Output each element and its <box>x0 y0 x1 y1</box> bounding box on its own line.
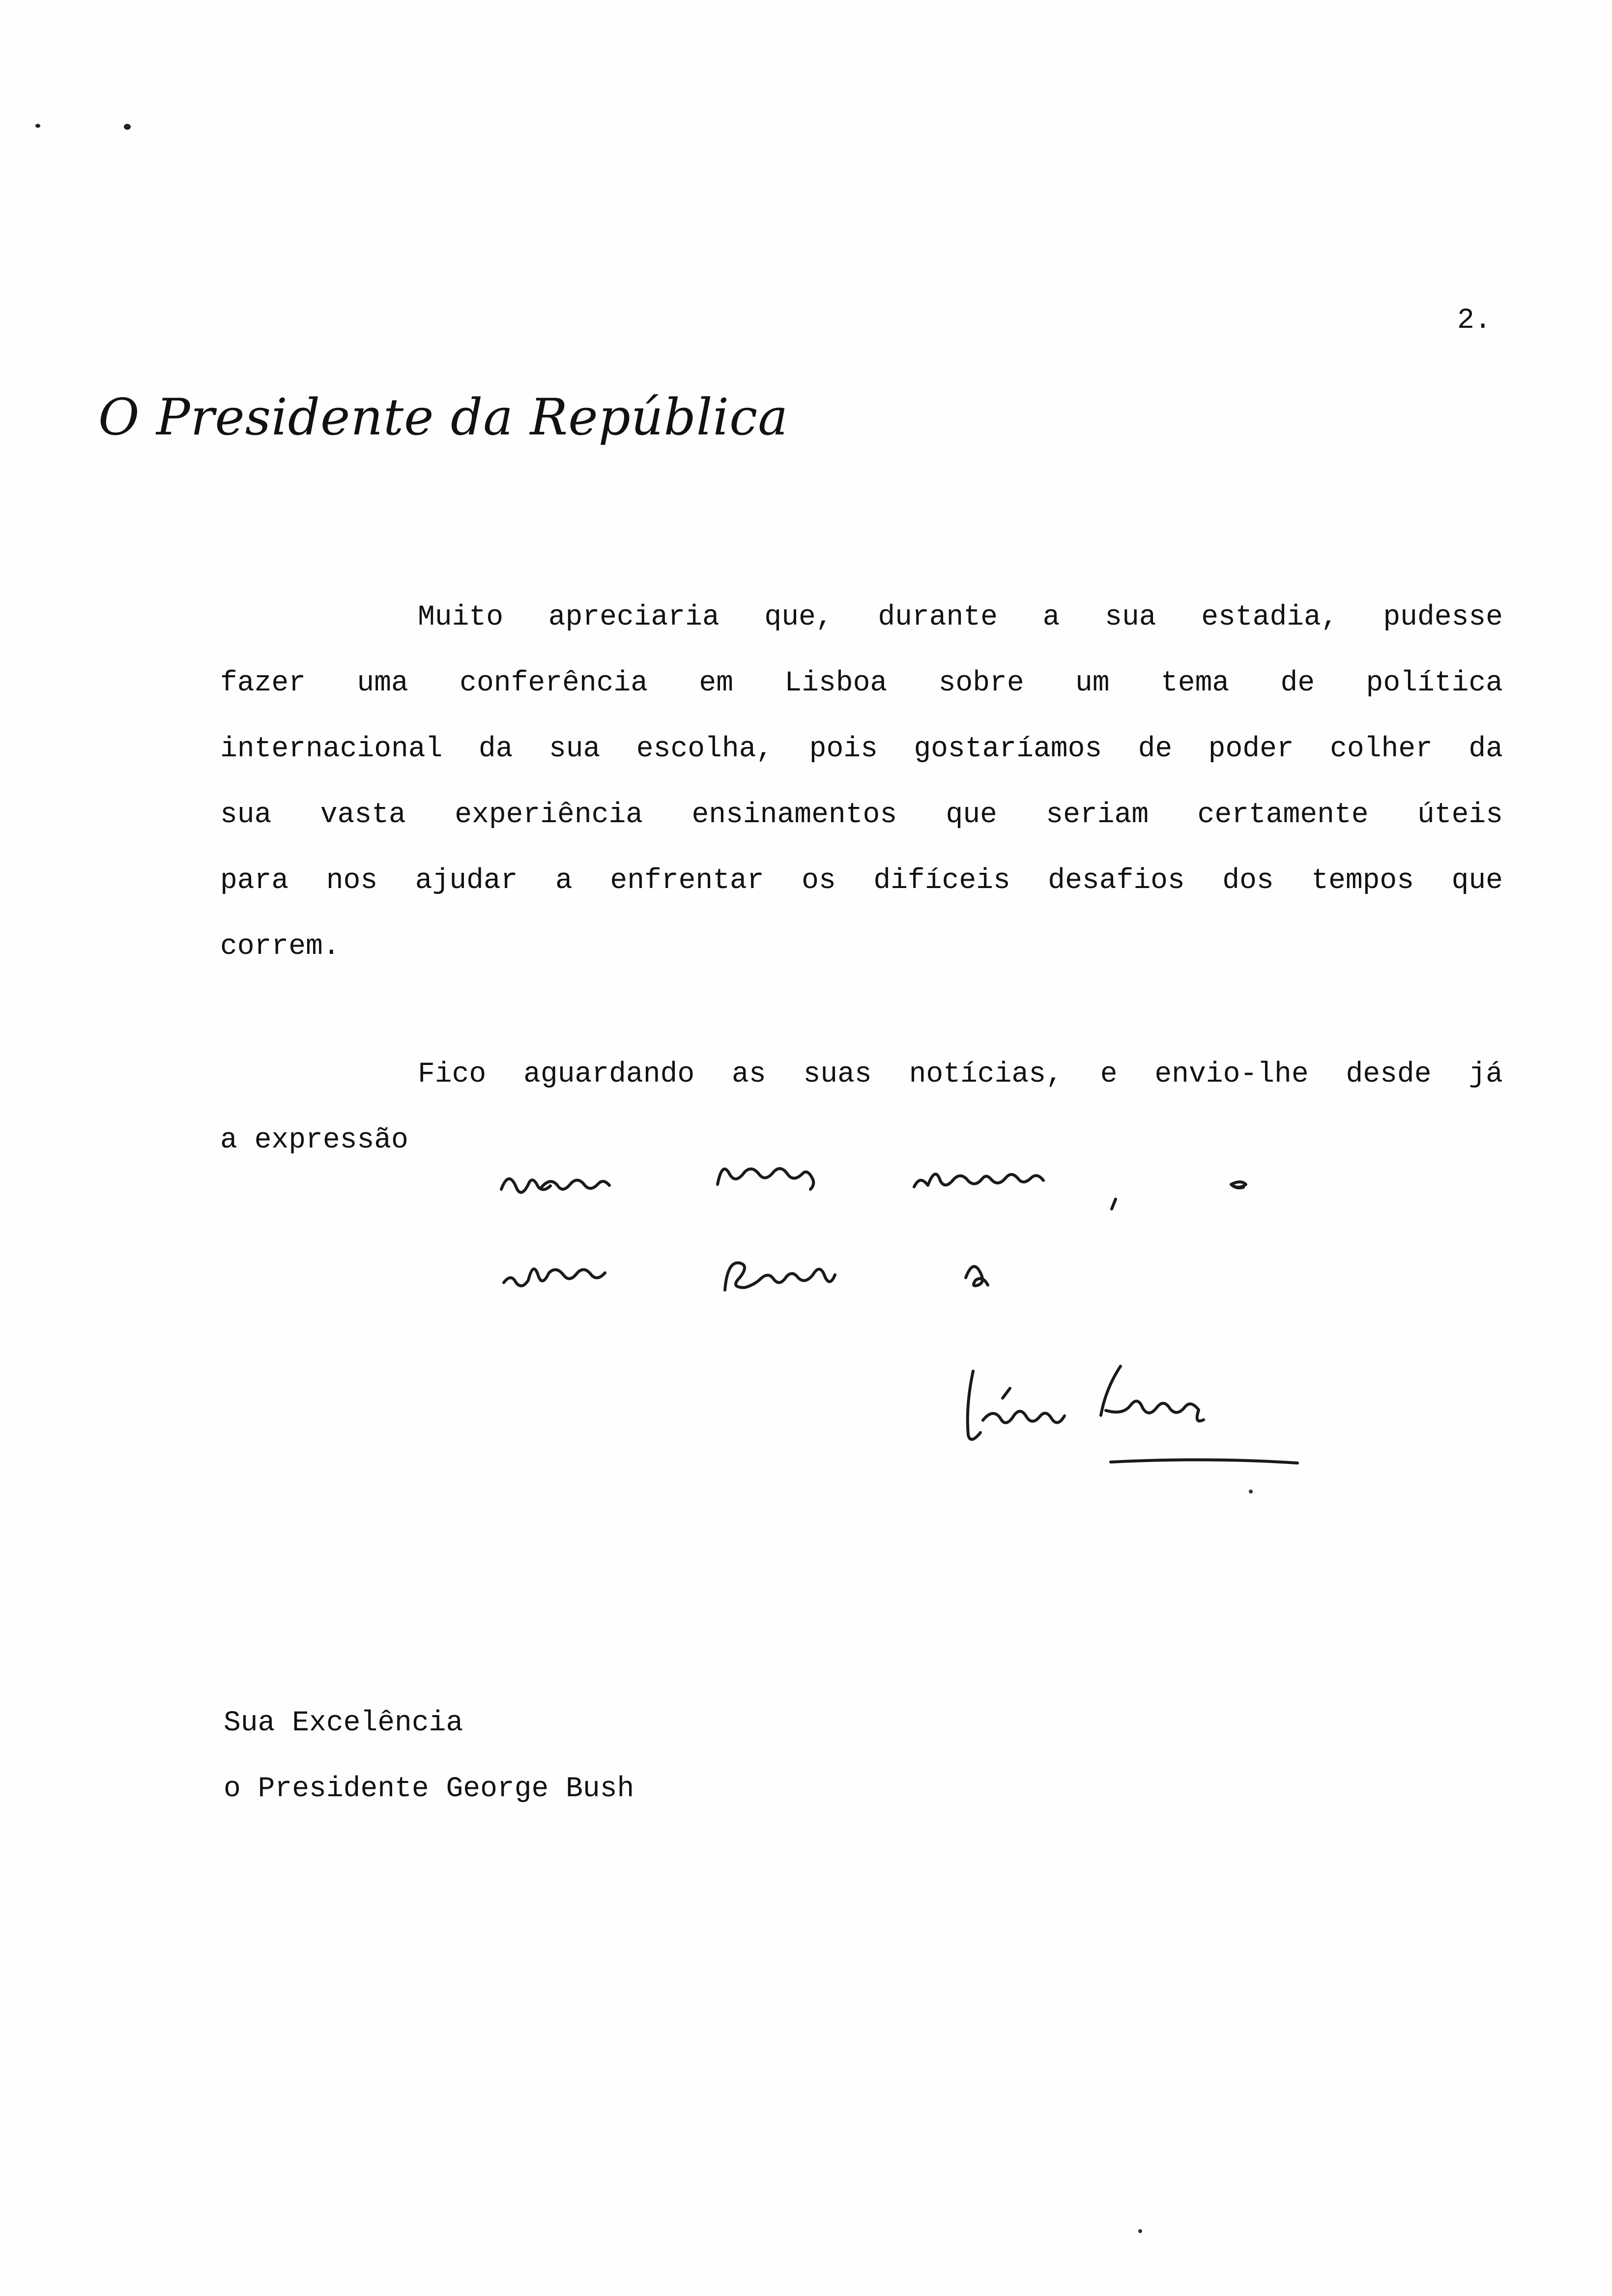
page-number: 2. <box>1457 305 1492 337</box>
handwritten-closing-line-2 <box>504 1263 988 1290</box>
scan-speck <box>1138 2229 1142 2233</box>
scan-speck <box>1249 1490 1253 1493</box>
signature <box>968 1366 1297 1463</box>
addressee-line: o Presidente George Bush <box>224 1773 634 1805</box>
paragraph-line: Muito apreciaria que, durante a sua estadia, pudesse <box>418 602 1503 633</box>
paragraph-line: fazer uma conferência em Lisboa sobre um tema de política <box>220 667 1503 699</box>
paragraph-line: Fico aguardando as suas notícias, e envio-lhe desde já <box>418 1059 1503 1091</box>
addressee-line: Sua Excelência <box>224 1707 463 1739</box>
letterhead-title: O Presidente da República <box>98 388 789 447</box>
addressee-block <box>224 1691 912 1822</box>
paragraph-line: correm. <box>220 931 340 963</box>
paragraph-line: para nos ajudar a enfrentar os difíceis desafios dos tempos que <box>220 865 1503 897</box>
handwritten-closing-line-1 <box>501 1169 1246 1209</box>
paragraph-line: a expressão <box>220 1124 408 1156</box>
paragraph-line: internacional da sua escolha, pois gostaríamos de poder colher da <box>220 733 1503 765</box>
paragraph-line: sua vasta experiência ensinamentos que seriam certamente úteis <box>220 799 1503 831</box>
